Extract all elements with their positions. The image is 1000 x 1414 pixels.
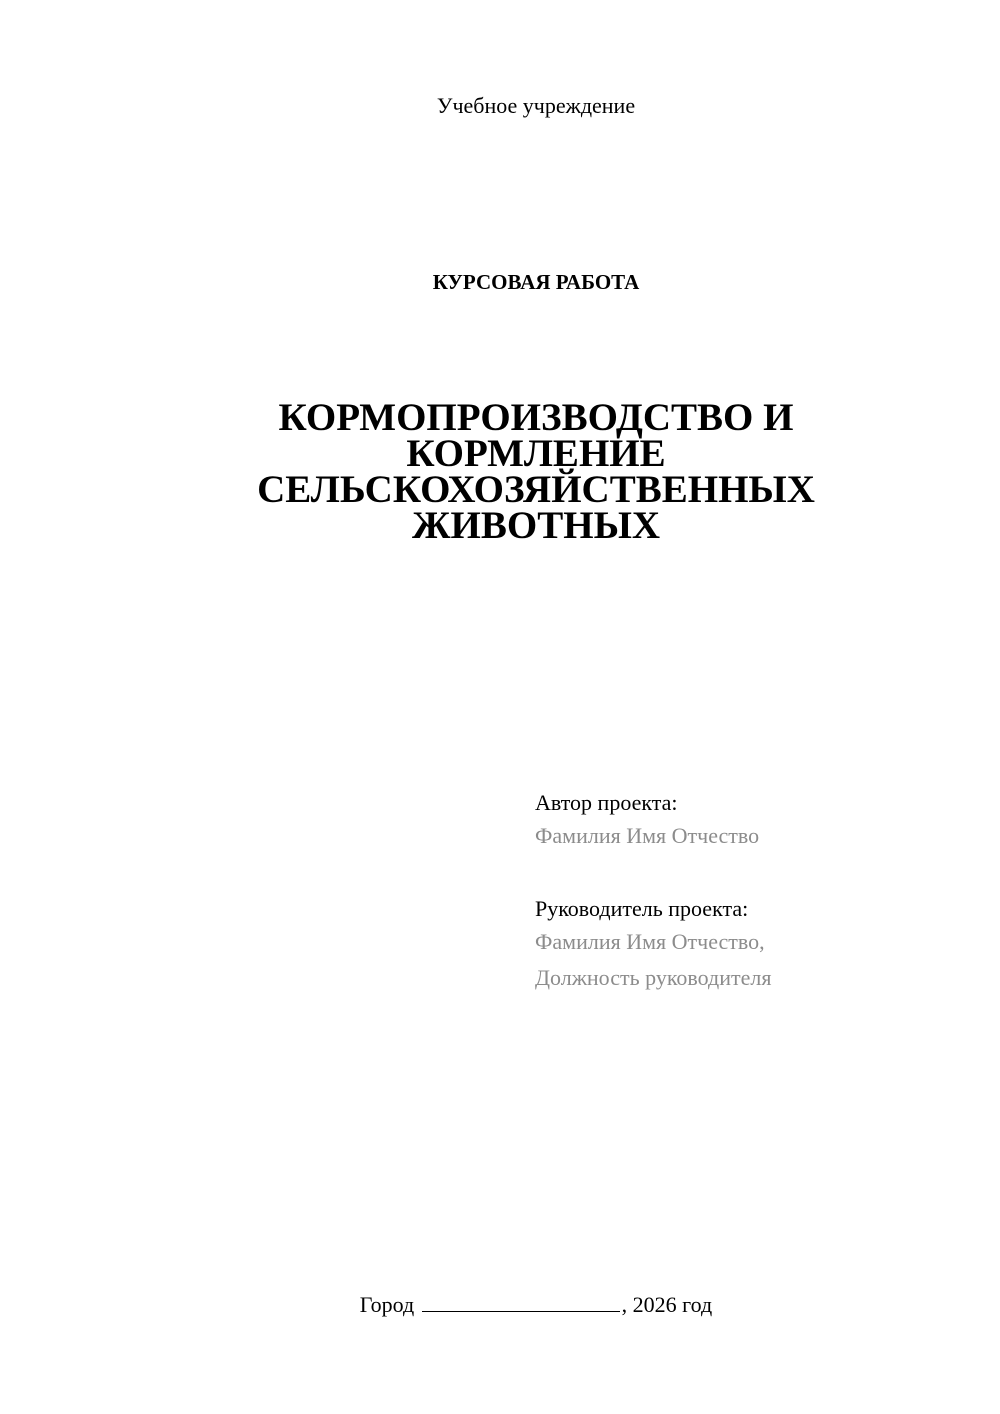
- work-title-line: КОРМЛЕНИЕ: [406, 432, 666, 475]
- city-label: Город: [359, 1292, 415, 1317]
- work-title: [236, 396, 836, 547]
- work-title-line: ЖИВОТНЫХ: [411, 504, 661, 547]
- author-label: Автор проекта:: [535, 790, 678, 815]
- year-text: , 2026 год: [621, 1292, 713, 1317]
- author-block: [535, 788, 975, 854]
- city-blank-line: [422, 1291, 620, 1312]
- work-type-heading: КУРСОВАЯ РАБОТА: [432, 270, 640, 294]
- supervisor-block: [535, 894, 975, 996]
- work-title-line: КОРМОПРОИЗВОДСТВО И: [278, 396, 794, 439]
- author-name: Фамилия Имя Отчество: [535, 823, 760, 848]
- institution-name: Учебное учреждение: [436, 93, 636, 118]
- footer-city-year: [286, 1290, 786, 1320]
- supervisor-name: Фамилия Имя Отчество,: [535, 929, 765, 954]
- signature-block: [535, 788, 975, 996]
- work-title-line: СЕЛЬСКОХОЗЯЙСТВЕННЫХ: [257, 468, 815, 511]
- supervisor-label: Руководитель проекта:: [535, 896, 749, 921]
- supervisor-position: Должность руководителя: [535, 965, 772, 990]
